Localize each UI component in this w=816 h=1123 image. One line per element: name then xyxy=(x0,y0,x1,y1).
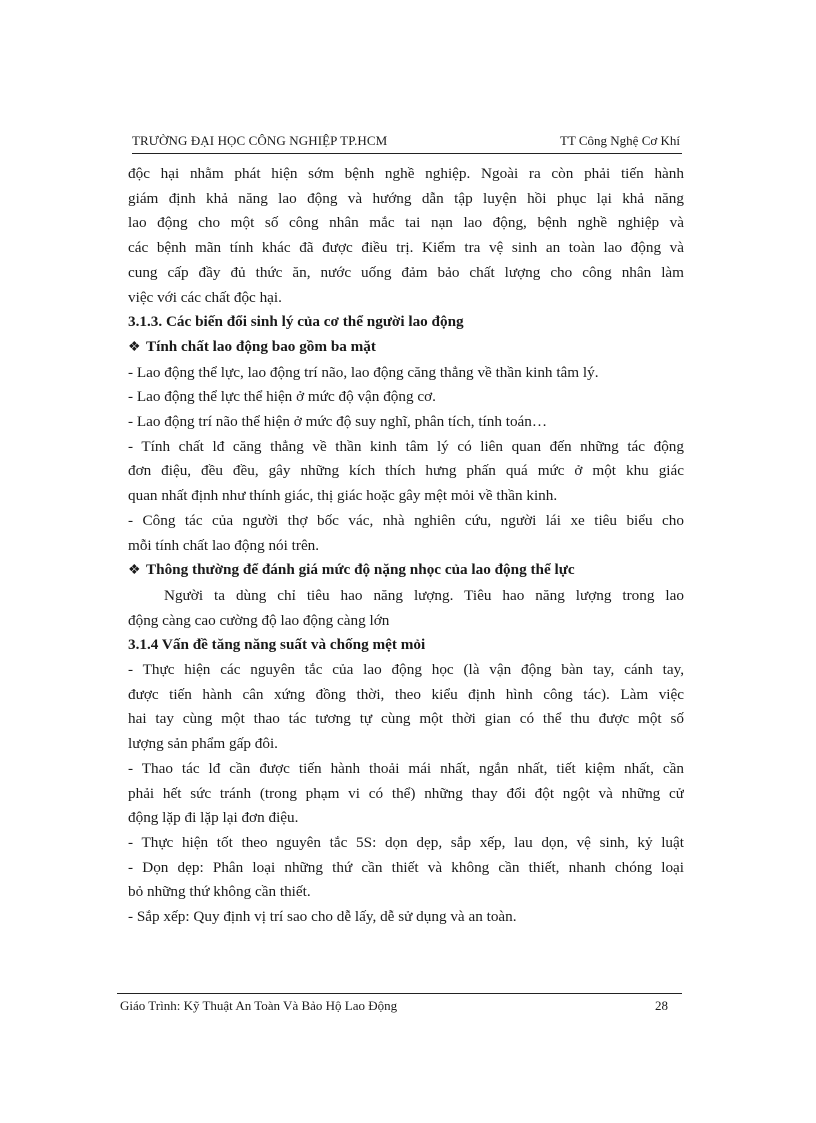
text-line: Người ta dùng chỉ tiêu hao năng lượng. Tiêu hao năng lượng trong lao xyxy=(164,586,684,604)
text-line: cung cấp đầy đủ thức ăn, nước uống đảm bảo chất lượng cho công nhân làm xyxy=(128,263,684,281)
text-line: - Lao động thể lực thể hiện ở mức độ vận động cơ. xyxy=(128,388,436,406)
diamond-bullet-icon: ❖ xyxy=(128,563,141,579)
text-line: mỗi tính chất lao động nói trên. xyxy=(128,536,320,554)
text-line: các bệnh mãn tính khác đã được điều trị. Kiểm tra vệ sinh an toàn lao động và xyxy=(128,239,684,257)
bullet-heading xyxy=(128,558,684,584)
header-institution: TRƯỜNG ĐẠI HỌC CÔNG NGHIỆP TP.HCM xyxy=(132,133,388,148)
footer-divider xyxy=(117,993,682,994)
text-line: việc với các chất độc hại. xyxy=(128,288,282,306)
text-line: giám định khả năng lao động và hướng dẫn tập luyện hồi phục lại khả năng xyxy=(128,189,684,207)
text-line: - Dọn dẹp: Phân loại những thứ cần thiết và không cần thiết, nhanh chóng loại xyxy=(128,858,684,876)
text-line: - Lao động thể lực, lao động trí não, lao động căng thẳng về thần kinh tâm lý. xyxy=(128,363,599,381)
bullet-heading xyxy=(128,335,684,361)
text-line: độc hại nhằm phát hiện sớm bệnh nghề nghiệp. Ngoài ra còn phải tiến hành xyxy=(128,165,684,182)
page-content xyxy=(128,162,684,930)
text-line: động càng cao cường độ lao động càng lớn xyxy=(128,611,390,629)
text-line: được tiến hành cân xứng đồng thời, theo kiểu định hình công tác). Làm việc xyxy=(128,685,684,703)
text-line: động lặp đi lặp lại đơn điệu. xyxy=(128,809,299,827)
text-line: - Thực hiện tốt theo nguyên tắc 5S: dọn dẹp, sắp xếp, lau dọn, vệ sinh, kỷ luật xyxy=(128,833,684,851)
text-line: lượng sản phẩm gấp đôi. xyxy=(128,735,278,753)
section-heading-3-1-3: 3.1.3. Các biến đổi sinh lý của cơ thể người lao động xyxy=(128,313,464,331)
header-department: TT Công Nghệ Cơ Khí xyxy=(559,133,680,148)
text-line: - Sắp xếp: Quy định vị trí sao cho dễ lấy, dễ sử dụng và an toàn. xyxy=(128,908,517,926)
text-line: - Tính chất lđ căng thẳng về thần kinh tâm lý có liên quan đến những tác động xyxy=(128,437,684,455)
text-line: bỏ những thứ không cần thiết. xyxy=(128,883,311,901)
text-line: lao động cho một số công nhân mắc tai nạn lao động, bệnh nghề nghiệp và xyxy=(128,214,684,232)
bullet-heading-text: Thông thường để đánh giá mức độ nặng nhọc của lao động thể lực xyxy=(146,561,575,579)
page-header xyxy=(132,133,680,153)
text-line: phải hết sức tránh (trong phạm vi có thể) những thay đổi đột ngột và những cử xyxy=(128,784,684,802)
bullet-heading-text: Tính chất lao động bao gồm ba mặt xyxy=(146,337,376,355)
diamond-bullet-icon: ❖ xyxy=(128,339,141,355)
header-divider xyxy=(132,153,682,154)
text-line: - Công tác của người thợ bốc vác, nhà nghiên cứu, người lái xe tiêu biểu cho xyxy=(128,511,684,529)
page-number: 28 xyxy=(655,998,668,1013)
text-line: - Thực hiện các nguyên tắc của lao động học (là vận động bàn tay, cánh tay, xyxy=(128,661,684,679)
text-line: quan nhất định như thính giác, thị giác hoặc gây mệt mỏi về thần kinh. xyxy=(128,487,558,505)
text-line: - Lao động trí não thể hiện ở mức độ suy nghĩ, phân tích, tính toán… xyxy=(128,413,548,431)
footer-book-title: Giáo Trình: Kỹ Thuật An Toàn Và Bảo Hộ Lao Động xyxy=(120,998,398,1013)
text-line: - Thao tác lđ cần được tiến hành thoải mái nhất, ngắn nhất, tiết kiệm nhất, cần xyxy=(128,759,684,777)
text-line: đơn điệu, đều đều, gây những kích thích hưng phấn quá mức ở một khu giác xyxy=(128,462,684,480)
text-line: hai tay cùng một thao tác tương tự cùng một thời gian có thể thu được một số xyxy=(128,710,684,728)
section-heading-3-1-4: 3.1.4 Vấn đề tăng năng suất và chống mệt mỏi xyxy=(128,636,426,654)
